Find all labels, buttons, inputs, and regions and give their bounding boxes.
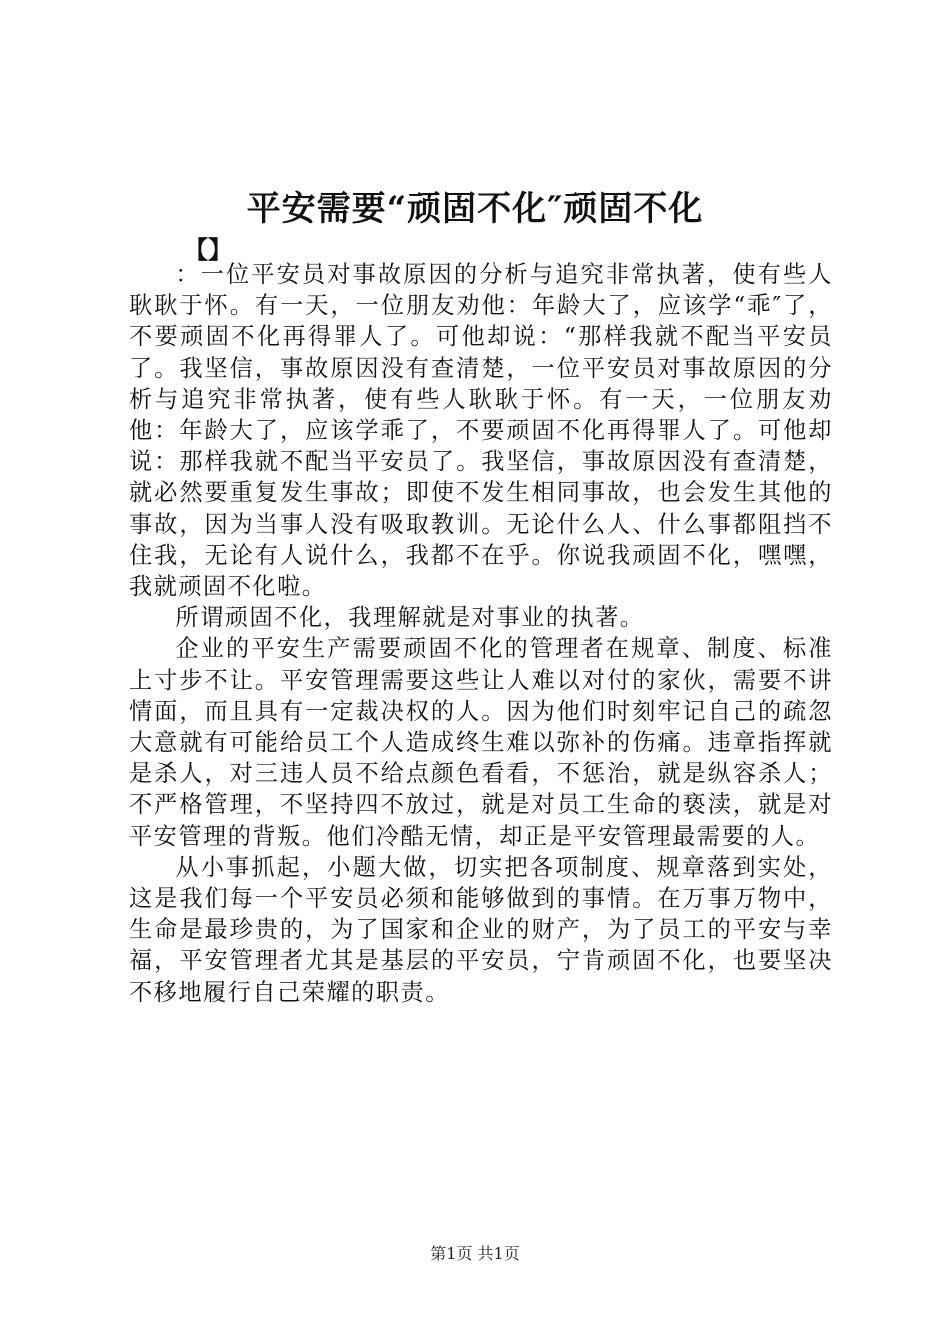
paragraph-3: 企业的平安生产需要顽固不化的管理者在规章、制度、标准上寸步不让。平安管理需要这些让人难以对付的家伙，需要不讲情面，而且具有一定裁决权的人。因为他们时刻牢记自己的疏忽大意就有可能给员工个人造成终生难以弥补的伤痛。违章指挥就是杀人，对三违人员不给点颜色看看，不惩治，就是纵容杀人；不严格管理，不坚持四不放过，就是对员工生命的亵渎，就是对平安管理的背叛。他们冷酷无情，却正是平安管理最需要的人。 bbox=[129, 635, 833, 850]
paragraph-2: 所谓顽固不化，我理解就是对事业的执著。 bbox=[175, 604, 645, 632]
document-body bbox=[129, 259, 833, 1008]
page-footer: 第1页 共1页 bbox=[430, 1244, 520, 1263]
paragraph-1: ：一位平安员对事故原因的分析与追究非常执著，使有些人耿耿于怀。有一天，一位朋友劝他：年龄大了，应该学“乖″了，不要顽固不化再得罪人了。可他却说：“那样我就不配当平安员了。我坚信，事故原因没有查清楚，一位平安员对事故原因的分析与追究非常执著，使有些人耿耿于怀。有一天，一位朋友劝他：年龄大了，应该学乖了，不要顽固不化再得罪人了。可他却说：那样我就不配当平安员了。我坚信，事故原因没有查清楚，就必然要重复发生事故；即使不发生相同事故，也会发生其他的事故，因为当事人没有吸取教训。无论什么人、什么事都阻挡不住我，无论有人说什么，我都不在乎。你说我顽固不化，嘿嘿，我就顽固不化啦。 bbox=[129, 261, 833, 601]
bracket-mark: 【】 bbox=[184, 236, 232, 264]
document-title: 平安需要“顽固不化″顽固不化 bbox=[246, 189, 704, 229]
paragraph-4: 从小事抓起，小题大做，切实把各项制度、规章落到实处，这是我们每一个平安员必须和能够做到的事情。在万事万物中，生命是最珍贵的，为了国家和企业的财产，为了员工的平安与幸福，平安管理者尤其是基层的平安员，宁肯顽固不化，也要坚决不移地履行自己荣耀的职责。 bbox=[129, 853, 833, 1006]
